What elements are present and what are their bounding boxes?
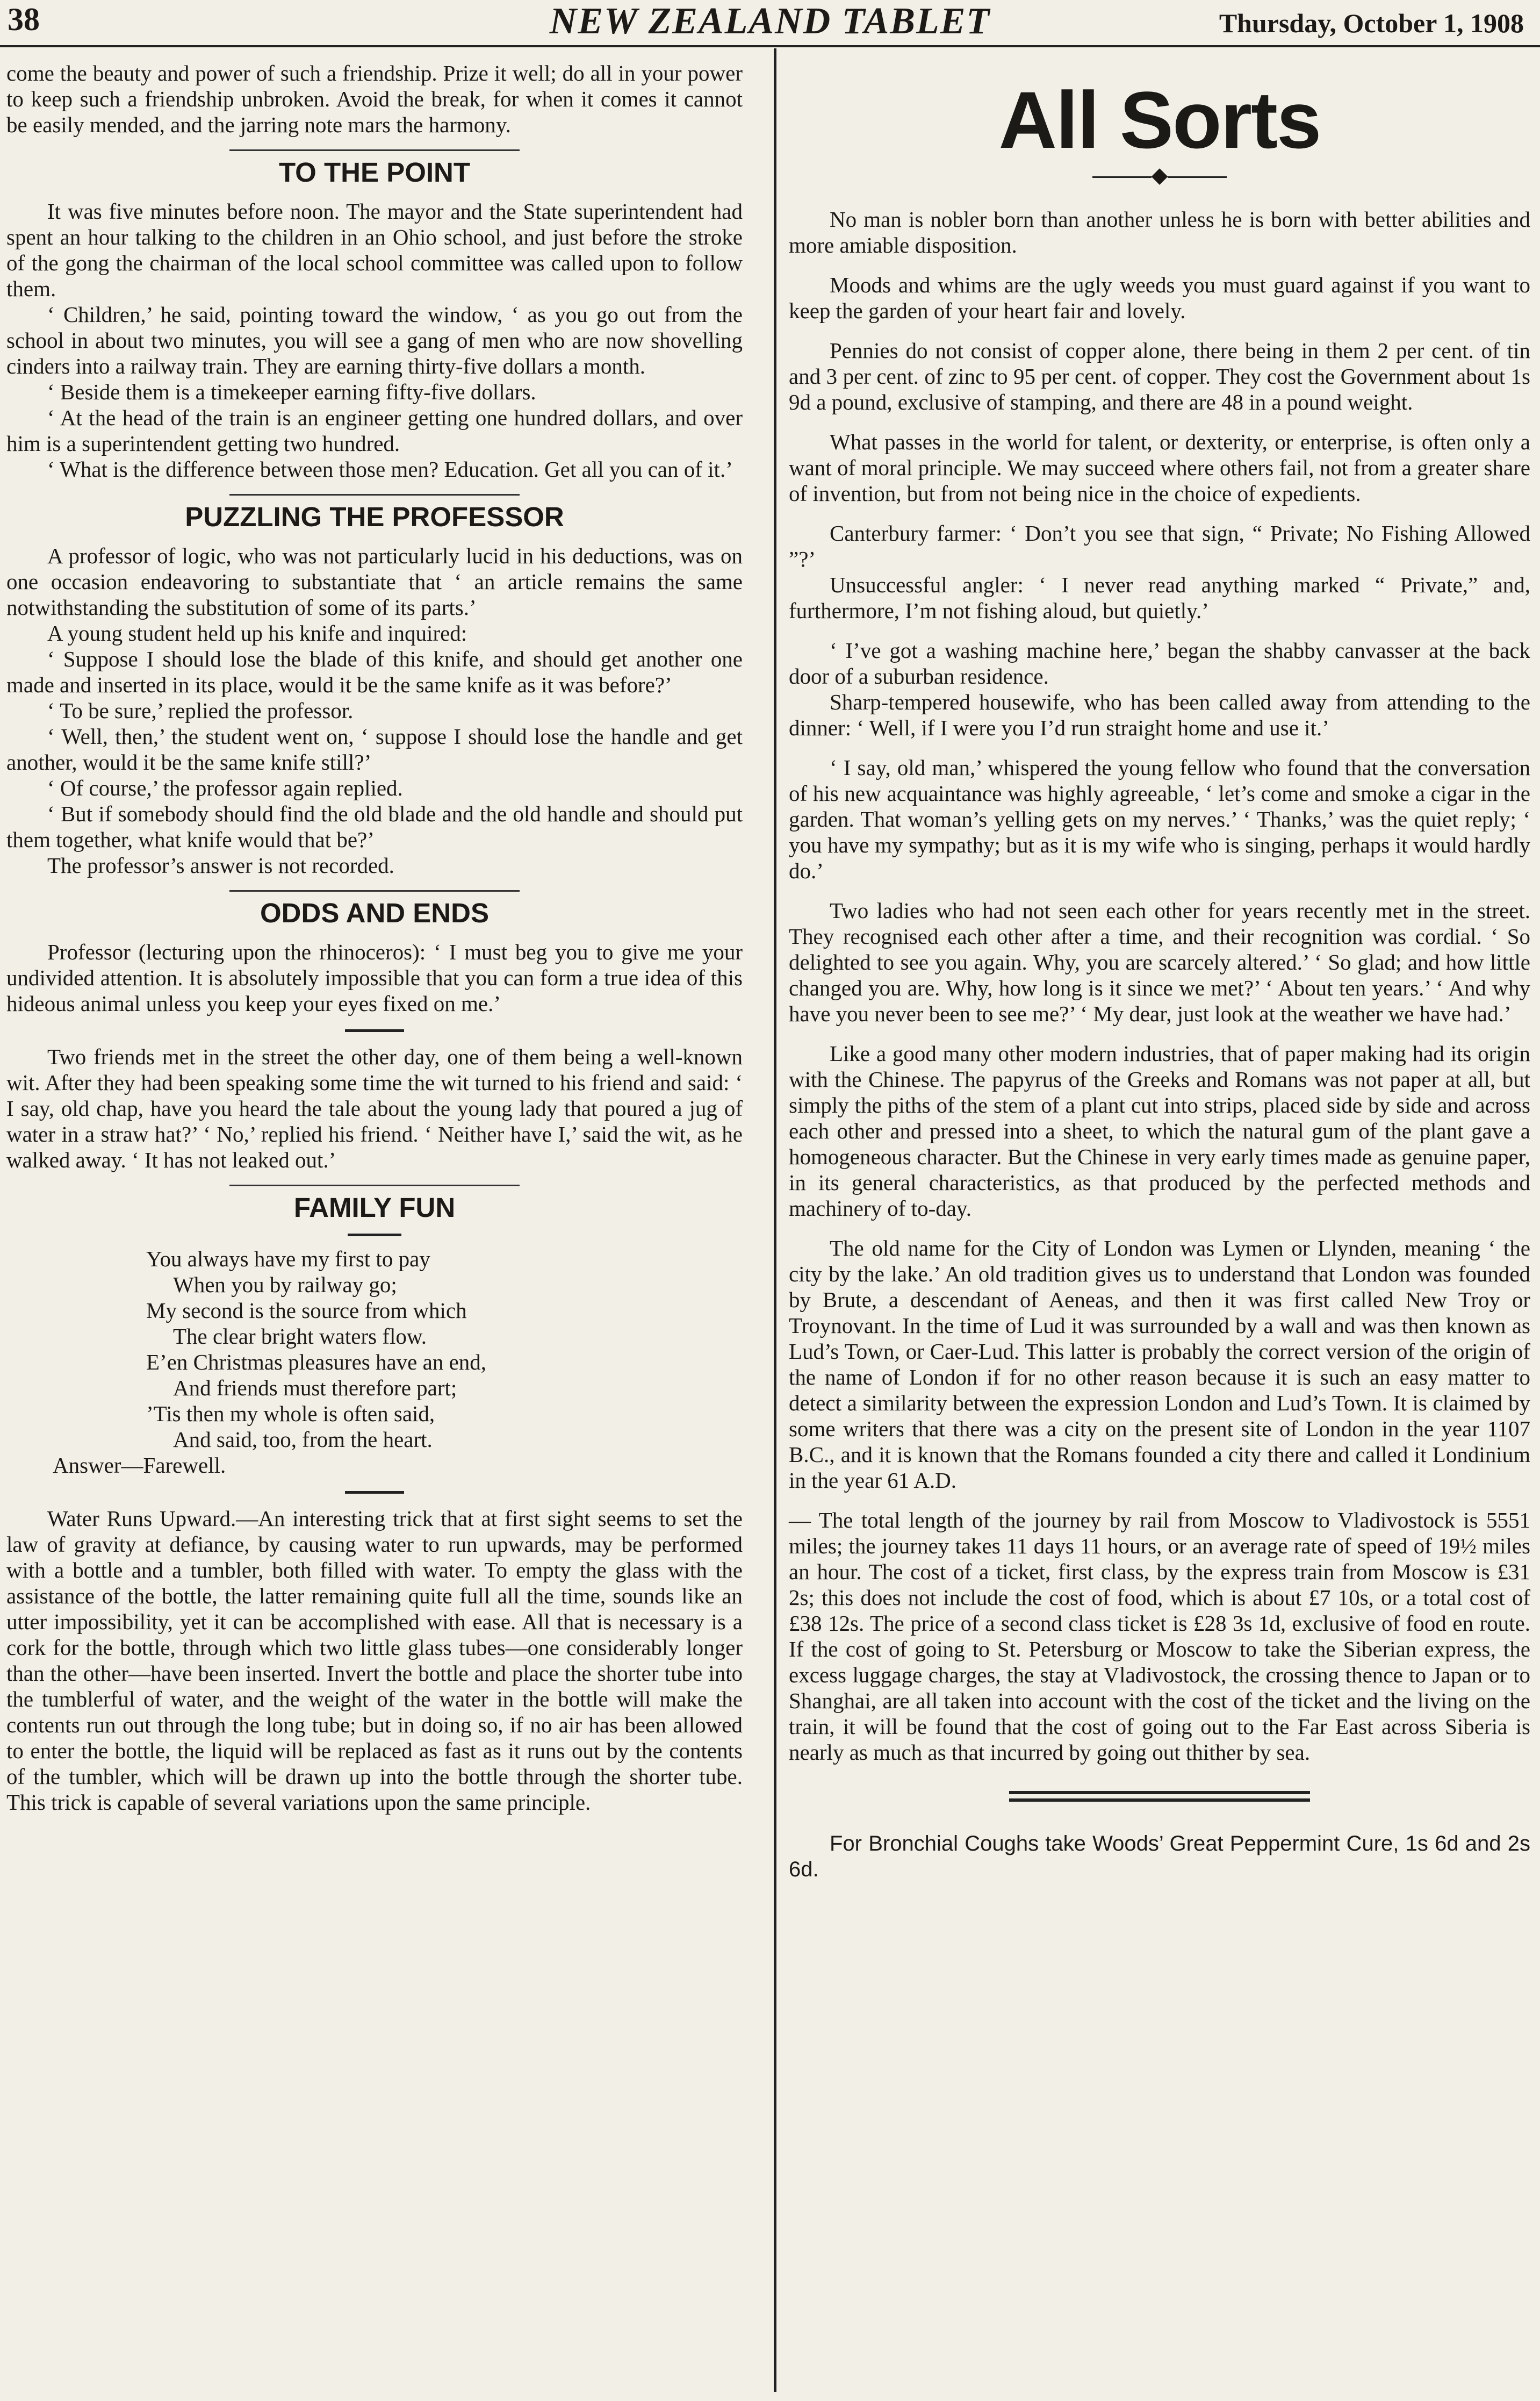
paragraph: Canterbury farmer: ‘ Don’t you see that sign, “ Private; No Fishing Allowed ”?’: [789, 521, 1530, 571]
paragraph: The old name for the City of London was Lymen or Llynden, meaning ‘ the city by the lake.’ An old tradition gives us to understand that London was founded by Brute, a descendant of Aeneas, and then it was first called New Troy or Troynovant. In the time of Lud it was surrounded by a wall and was then known as Lud’s Town, or Caer-Lud. This latter is probably the correct version of the origin of the name of London if for no other reason because it is such an easy matter to detect a similarity between the expression London and Lud’s Town. It is claimed by some writers that there was a city on the present site of London in the year 1107 B.C., and it is known that the Romans founded a city there and called it Londinium in the year 61 A.D.: [789, 1236, 1530, 1493]
section-rule: [229, 494, 520, 496]
poem-line: The clear bright waters flow.: [173, 1324, 427, 1349]
poem-line: And said, too, from the heart.: [173, 1427, 433, 1452]
advertisement: For Bronchial Coughs take Woods’ Great Peppermint Cure, 1s 6d and 2s 6d.: [789, 1832, 1530, 1881]
paragraph: What passes in the world for talent, or dexterity, or enterprise, is often only a want of moral principle. We may succeed where others fail, not from a greater share of invention, but from not being nice in the choice of expedients.: [789, 429, 1530, 506]
paragraph: Professor (lecturing upon the rhinoceros): ‘ I must beg you to give me your undivided attention. It is absolutely impossible that you can form a true idea of this hideous animal unless you keep your eyes fixed on me.’: [6, 940, 743, 1016]
paragraph: ‘ Beside them is a timekeeper earning fifty-five dollars.: [47, 379, 536, 404]
left-column: [6, 60, 743, 1815]
diamond-icon: ◆: [1151, 163, 1168, 187]
paragraph: No man is nobler born than another unless he is born with better abilities and more amiable disposition.: [789, 207, 1530, 257]
heading-to-the-point: TO THE POINT: [278, 157, 471, 188]
paragraph: It was five minutes before noon. The mayor and the State superintendent had spent an hour talking to the children in an Ohio school, and just before the stroke of the gong the chairman of the local school committee was called upon to follow them.: [6, 199, 743, 301]
paragraph: ‘ What is the difference between those men? Education. Get all you can of it.’: [47, 457, 733, 482]
page-number: 38: [8, 2, 40, 37]
heading-puzzling-the-professor: PUZZLING THE PROFESSOR: [185, 501, 564, 532]
heading-odds-and-ends: ODDS AND ENDS: [260, 898, 489, 928]
right-column: [789, 64, 1530, 1882]
column-divider: [774, 48, 776, 2392]
masthead-rule: [0, 45, 1540, 47]
paragraph: ‘ Suppose I should lose the blade of this knife, and should get another one made and inserted in its place, would it be the same knife as it was before?’: [6, 647, 743, 697]
poem-line: When you by railway go;: [173, 1272, 397, 1297]
separator-rule: [345, 1029, 404, 1032]
poem-line: My second is the source from which: [146, 1298, 467, 1323]
paragraph: A professor of logic, who was not particularly lucid in his deductions, was on one occasion endeavoring to substantiate that ‘ an article remains the same notwithstanding the substitution of some of its parts.’: [6, 543, 743, 620]
double-rule: [1009, 1791, 1310, 1802]
paragraph: Two friends met in the street the other day, one of them being a well-known wit. After they had been speaking some time the wit turned to his friend and said: ‘ I say, old chap, have you heard the tale about the young lady that poured a jug of water in a straw hat?’ ‘ No,’ replied his friend. ‘ Neither have I,’ said the wit, as he walked away. ‘ It has not leaked out.’: [6, 1044, 743, 1172]
paragraph: — The total length of the journey by rail from Moscow to Vladivostock is 5551 miles; the journey takes 11 days 11 hours, or an average rate of speed of 19½ miles an hour. The cost of a ticket, first class, by the express train from Moscow is £31 2s; this does not include the cost of food, which is about £7 10s, or a total cost of £38 12s. The price of a second class ticket is £28 3s 1d, exclusive of food en route. If the cost of going to St. Petersburg or Moscow to take the Siberian express, the excess luggage charges, the stay at Vladivostock, the crossing thence to Japan or to Shanghai, are all taken into account with the cost of the ticket and the living on the train, it will be found that the cost of going out to the Far East across Siberia is nearly as much as that incurred by going out thither by sea.: [789, 1508, 1530, 1765]
publication-title: NEW ZEALAND TABLET: [549, 1, 991, 42]
paragraph: ‘ To be sure,’ replied the professor.: [47, 698, 354, 723]
poem-line: ’Tis then my whole is often said,: [146, 1401, 435, 1426]
paragraph: Pennies do not consist of copper alone, there being in them 2 per cent. of tin and 3 per cent. of zinc to 95 per cent. of copper. They cost the Government about 1s 9d a pound, exclusive of stamping, and there are 48 in a pound weight.: [789, 338, 1530, 414]
section-rule: [229, 1185, 520, 1186]
paragraph: ‘ Of course,’ the professor again replied.: [47, 776, 403, 800]
paragraph: Like a good many other modern industries, that of paper making had its origin with the Chinese. The papyrus of the Greeks and Romans was not paper at all, but simply the piths of the stem of a plant cut into strips, placed side by side and across each other and pressed into a sheet, to which the natural gum of the plant gave a homogeneous character. But the Chinese in very early times made as genuine paper, in its general characteristics, as that produced by the perfected methods and machinery of to-day.: [789, 1041, 1530, 1221]
masthead: [0, 0, 1540, 44]
paragraph: Moods and whims are the ugly weeds you must guard against if you want to keep the garden of your heart fair and lovely.: [789, 273, 1530, 323]
paragraph: A young student held up his knife and inquired:: [47, 621, 467, 646]
paragraph: Water Runs Upward.—An interesting trick that at first sight seems to set the law of gravity at defiance, by causing water to run upwards, may be performed with a bottle and a tumbler, both filled with water. To empty the glass with the assistance of the bottle, the latter remaining quite full all the time, sounds like an utter impossibility, yet it can be accomplished with ease. All that is necessary is a cork for the bottle, through which two little glass tubes—one considerably longer than the other—have been inserted. Invert the bottle and place the shorter tube into the tumblerful of water, and the weight of the water in the bottle will make the contents run out through the long tube; but in doing so, if no air has been allowed to enter the bottle, the liquid will be replaced as fast as it runs out by the contents of the tumbler, which will be drawn up into the bottle through the shorter tube. This trick is capable of several variations upon the same principle.: [6, 1506, 743, 1815]
paragraph: ‘ But if somebody should find the old blade and the old handle and should put them together, what knife would that be?’: [6, 801, 743, 852]
paragraph: The professor’s answer is not recorded.: [47, 853, 394, 878]
issue-date: Thursday, October 1, 1908: [1219, 8, 1524, 38]
section-rule: [229, 149, 520, 151]
paragraph: Sharp-tempered housewife, who has been called away from attending to the dinner: ‘ Well, if I were you I’d run straight home and use it.’: [789, 690, 1530, 740]
riddle-poem: [6, 1246, 743, 1478]
separator-rule: [345, 1491, 404, 1494]
heading-all-sorts: All Sorts: [998, 75, 1321, 165]
poem-line: And friends must therefore part;: [173, 1375, 457, 1400]
paragraph: ‘ I’ve got a washing machine here,’ began the shabby canvasser at the back door of a suburban residence.: [789, 638, 1530, 689]
poem-line: E’en Christmas pleasures have an end,: [146, 1350, 487, 1374]
section-rule: [229, 890, 520, 892]
heading-family-fun: FAMILY FUN: [293, 1192, 456, 1223]
paragraph: ‘ At the head of the train is an engineer getting one hundred dollars, and over him is a superintendent getting two hundred.: [6, 405, 743, 456]
paragraph: ‘ I say, old man,’ whispered the young fellow who found that the conversation of his new acquaintance was highly agreeable, ‘ let’s come and smoke a cigar in the garden. That woman’s yelling gets on my nerves.’ ‘ Thanks,’ was the quiet reply; ‘ you have my sympathy; but as it is my wife who is singing, perhaps it would hardly do.’: [789, 755, 1530, 883]
riddle-answer: Answer—Farewell.: [53, 1453, 226, 1478]
paragraph: ‘ Well, then,’ the student went on, ‘ suppose I should lose the handle and get another, would it be the same knife still?’: [6, 724, 743, 775]
heading-ornament: [789, 162, 1530, 188]
paragraph: Two ladies who had not seen each other for years recently met in the street. They recognised each other after a time, and their recognition was cordial. ‘ So delighted to see you again. Why, you are scarcely altered.’ ‘ So glad; and how little changed you are. Why, how long is it since we met?’ ‘ About ten years.’ ‘ And why have you never been to see me?’ ‘ My dear, just look at the weather we have had.’: [789, 898, 1530, 1026]
heading-underline: [348, 1234, 401, 1236]
paragraph: Unsuccessful angler: ‘ I never read anything marked “ Private,” and, furthermore, I’m not fishing aloud, but quietly.’: [789, 572, 1530, 623]
poem-line: You always have my first to pay: [146, 1246, 430, 1271]
intro-paragraph: come the beauty and power of such a friendship. Prize it well; do all in your power to keep such a friendship unbroken. Avoid the break, for when it comes it cannot be easily mended, and the jarring note mars the harmony.: [6, 61, 743, 137]
paragraph: ‘ Children,’ he said, pointing toward the window, ‘ as you go out from the school in about two minutes, you will see a gang of men who are now shovelling cinders into a railway train. They are earning thirty-five dollars a month.: [6, 302, 743, 378]
